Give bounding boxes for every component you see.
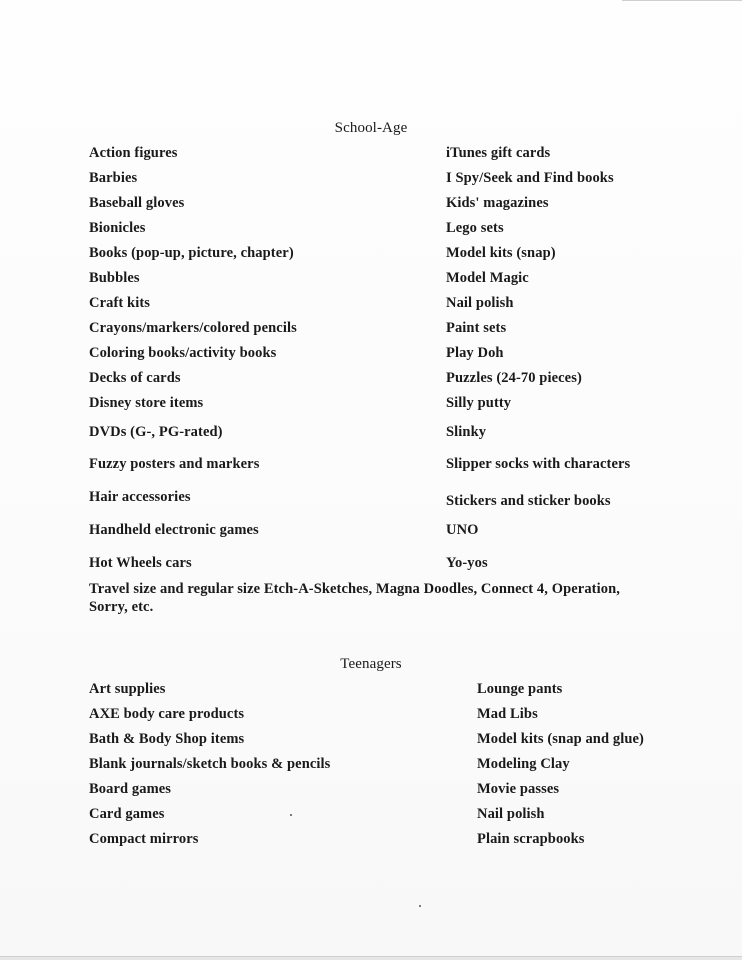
school-age-right-item: Slipper socks with characters bbox=[446, 456, 631, 472]
scan-edge-top bbox=[622, 0, 742, 3]
school-age-footnote: Travel size and regular size Etch-A-Sketches, Magna Doodles, Connect 4, Operation, Sorry, etc. bbox=[89, 581, 620, 615]
school-age-right-item: Lego sets bbox=[446, 220, 504, 236]
school-age-left-item: Baseball gloves bbox=[89, 195, 185, 211]
teenagers-left-item: Bath & Body Shop items bbox=[89, 731, 245, 747]
school-age-left-item: Coloring books/activity books bbox=[89, 345, 277, 361]
school-age-right-item: Stickers and sticker books bbox=[446, 493, 611, 509]
school-age-left-item: Bionicles bbox=[89, 220, 146, 236]
teenagers-right-item: Model kits (snap and glue) bbox=[477, 731, 644, 747]
school-age-right-item: iTunes gift cards bbox=[446, 145, 551, 161]
teenagers-right-item: Nail polish bbox=[477, 806, 545, 822]
school-age-right-item: Yo-yos bbox=[446, 555, 488, 571]
teenagers-left-item: Card games bbox=[89, 806, 165, 822]
teenagers-left-item: Art supplies bbox=[89, 681, 166, 697]
school-age-right-item: Play Doh bbox=[446, 345, 504, 361]
school-age-right-item: Slinky bbox=[446, 424, 487, 440]
school-age-right-item: UNO bbox=[446, 522, 479, 538]
school-age-right-item: Puzzles (24-70 pieces) bbox=[446, 370, 582, 386]
teenagers-heading: Teenagers bbox=[340, 656, 402, 672]
school-age-right-item: Kids' magazines bbox=[446, 195, 549, 211]
school-age-right-item: Model kits (snap) bbox=[446, 245, 556, 261]
school-age-left-item: Barbies bbox=[89, 170, 138, 186]
school-age-left-item: Decks of cards bbox=[89, 370, 181, 386]
school-age-left-item: Hair accessories bbox=[89, 489, 191, 505]
teenagers-right-item: Modeling Clay bbox=[477, 756, 570, 772]
school-age-left-item: Action figures bbox=[89, 145, 178, 161]
school-age-left-item: Fuzzy posters and markers bbox=[89, 456, 260, 472]
school-age-left-item: Hot Wheels cars bbox=[89, 555, 192, 571]
teenagers-left-item: Blank journals/sketch books & pencils bbox=[89, 756, 331, 772]
teenagers-right-item: Movie passes bbox=[477, 781, 560, 797]
scan-edge-bottom bbox=[0, 956, 742, 960]
teenagers-left-item: Board games bbox=[89, 781, 172, 797]
school-age-heading: School-Age bbox=[334, 120, 408, 136]
teenagers-right-item: Mad Libs bbox=[477, 706, 538, 722]
scan-speck bbox=[419, 905, 421, 907]
school-age-left-item: Disney store items bbox=[89, 395, 204, 411]
school-age-left-item: DVDs (G-, PG-rated) bbox=[89, 424, 223, 440]
scan-speck bbox=[290, 814, 292, 816]
school-age-right-item: Nail polish bbox=[446, 295, 514, 311]
school-age-left-item: Bubbles bbox=[89, 270, 140, 286]
teenagers-right-item: Plain scrapbooks bbox=[477, 831, 585, 847]
teenagers-right-item: Lounge pants bbox=[477, 681, 563, 697]
school-age-right-item: I Spy/Seek and Find books bbox=[446, 170, 614, 186]
teenagers-left-item: AXE body care products bbox=[89, 706, 245, 722]
school-age-right-item: Paint sets bbox=[446, 320, 507, 336]
school-age-right-item: Model Magic bbox=[446, 270, 529, 286]
school-age-left-item: Crayons/markers/colored pencils bbox=[89, 320, 297, 336]
school-age-left-item: Books (pop-up, picture, chapter) bbox=[89, 245, 294, 261]
school-age-left-item: Handheld electronic games bbox=[89, 522, 259, 538]
school-age-right-item: Silly putty bbox=[446, 395, 512, 411]
teenagers-left-item: Compact mirrors bbox=[89, 831, 199, 847]
school-age-left-item: Craft kits bbox=[89, 295, 151, 311]
